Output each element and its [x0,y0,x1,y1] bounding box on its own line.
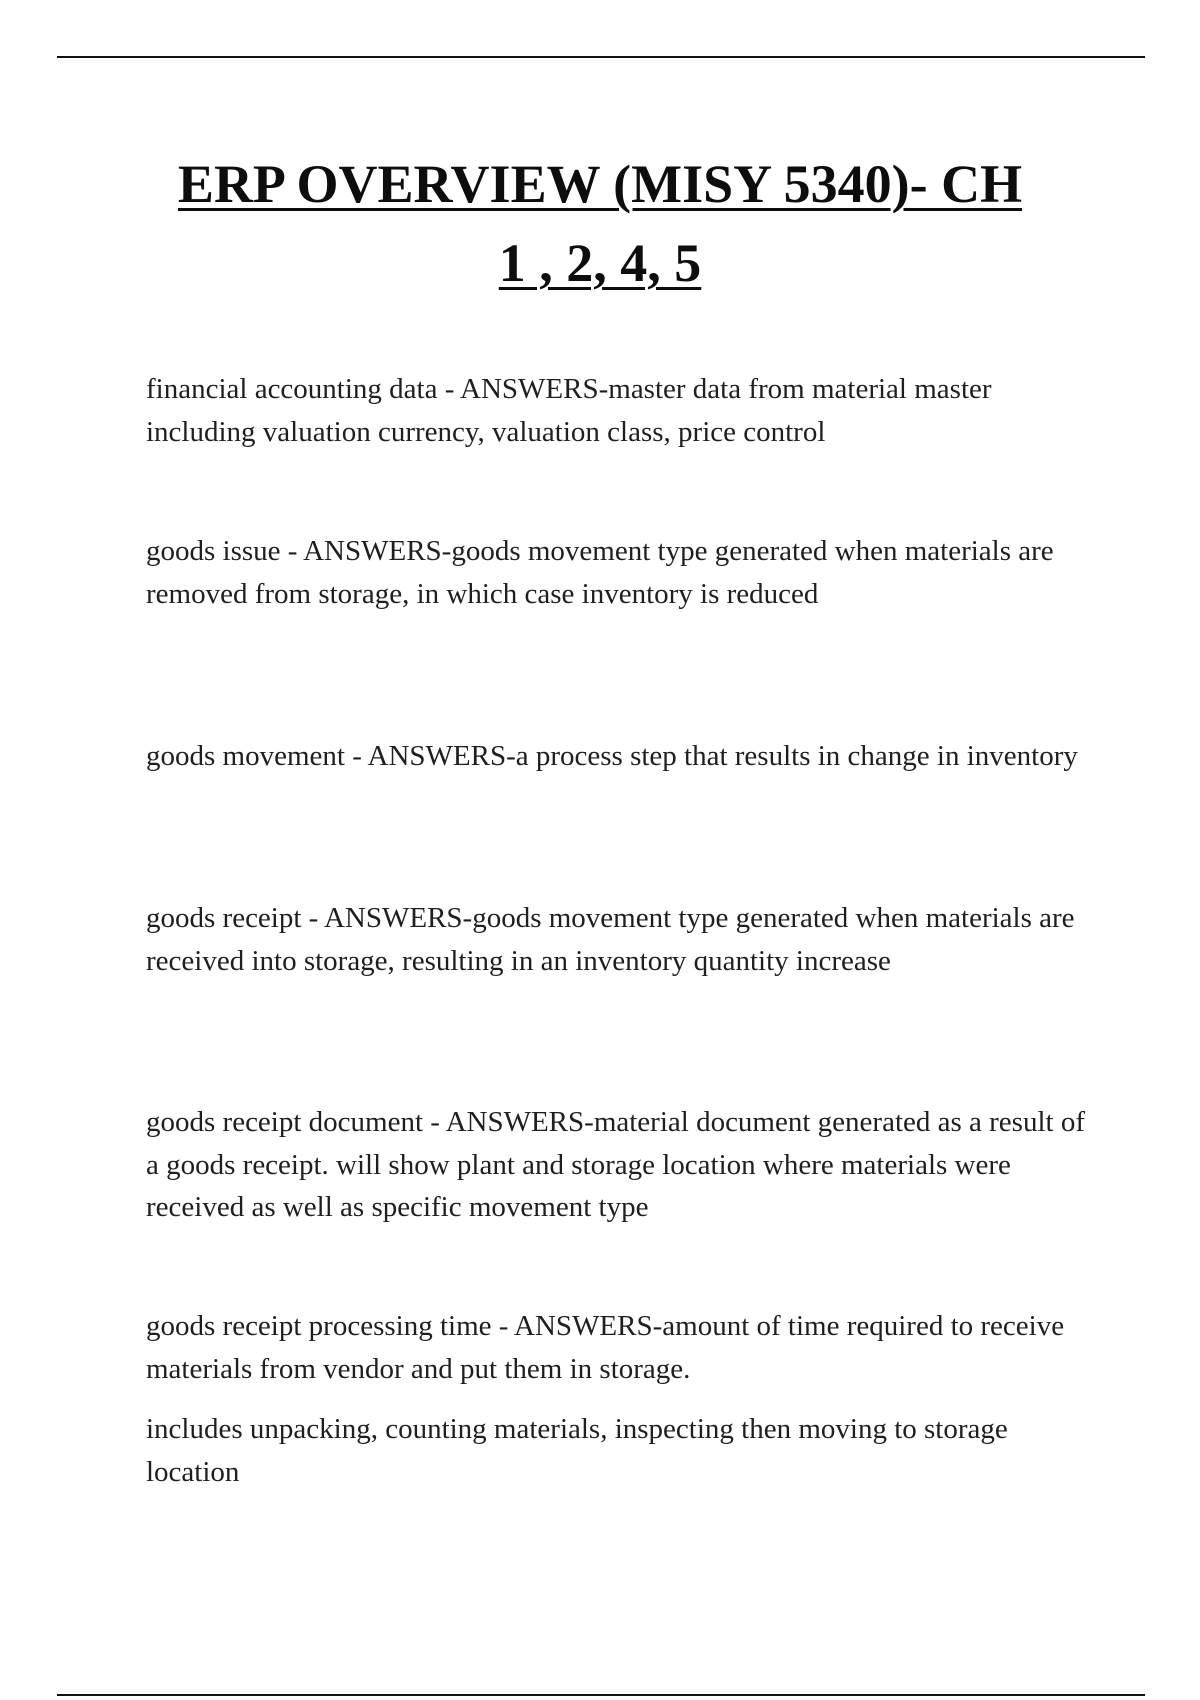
paragraph-processing-time-continued: includes unpacking, counting materials, inspecting then moving to storage location [146,1413,1008,1488]
paragraph-goods-receipt-processing-time: goods receipt processing time - ANSWERS-amount of time required to receive materials from vendor and put them in storage. [146,1310,1065,1385]
paragraph-financial-accounting-data: financial accounting data - ANSWERS-master data from material master including valuation currency, valuation class, price control [146,373,992,448]
page-title [100,145,1100,303]
paragraph-goods-movement: goods movement - ANSWERS-a process step that results in change in inventory [146,740,1078,772]
top-rule [57,56,1145,58]
paragraph-goods-receipt-document: goods receipt document - ANSWERS-material document generated as a result of a goods receipt. will show plant and storage location where materials were received as well as specific movement type [146,1106,1085,1223]
bottom-rule [57,1694,1145,1696]
title-line-1: ERP OVERVIEW (MISY 5340)- CH [177,154,1023,214]
paragraph-goods-issue: goods issue - ANSWERS-goods movement type generated when materials are removed from storage, in which case inventory is reduced [146,535,1054,610]
title-line-2: 1 , 2, 4, 5 [498,233,702,293]
paragraph-goods-receipt: goods receipt - ANSWERS-goods movement type generated when materials are received into storage, resulting in an inventory quantity increase [146,902,1075,977]
